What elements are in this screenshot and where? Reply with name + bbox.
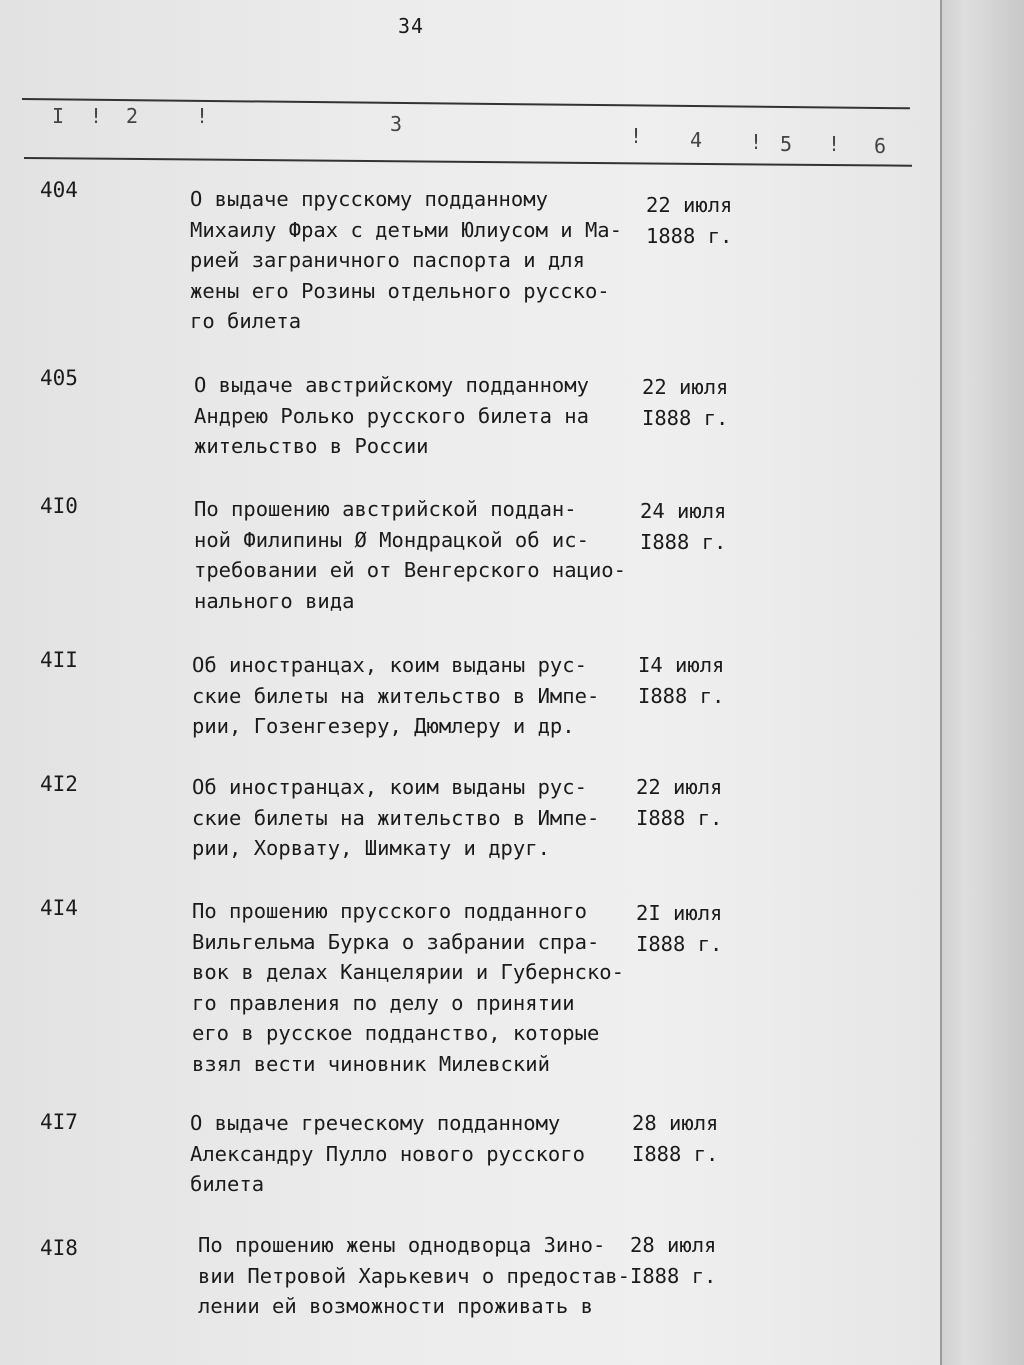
column-separator: ! [828, 132, 841, 156]
table-header-rule [24, 157, 912, 167]
column-header: 5 [780, 132, 793, 156]
entry-description: О выдаче прусскому подданному Михаилу Фрах с детьми Юлиусом и Ма- рией заграничного паспорта и для жены его Розины отдельного русско- го билета [190, 187, 622, 333]
entry-number: 405 [40, 366, 78, 390]
entry-date: 22 июля 1888 г. [646, 193, 733, 248]
entry-description: О выдаче австрийскому подданному Андрею Ролько русского билета на жительство в России [194, 373, 589, 458]
entry-description: По прошению прусского подданного Вильгельма Бурка о забрании спра- вок в делах Канцелярии и Губернско- го правления по делу о принятии его в русское подданство, которые взял вести чиновник Милевский [192, 899, 624, 1076]
entry-number: 4I2 [40, 772, 78, 796]
column-separator: ! [196, 104, 209, 128]
entry-date: 22 июля I888 г. [642, 375, 729, 430]
entry-date: 2I июля I888 г. [636, 901, 723, 956]
entry-date: 24 июля I888 г. [640, 499, 727, 554]
table-top-rule [22, 98, 910, 109]
entry-description: О выдаче греческому подданному Александру Пулло нового русского билета [190, 1111, 585, 1196]
entry-description: Об иностранцах, коим выданы рус- ские билеты на жительство в Импе- рии, Хорвату, Шимкату и друг. [192, 775, 600, 860]
column-header: 4 [690, 128, 703, 152]
page-number: 34 [398, 14, 425, 38]
column-header: 2 [126, 104, 139, 128]
entry-number: 4I8 [40, 1236, 78, 1260]
entry-number: 404 [40, 178, 78, 202]
entry-number: 4I0 [40, 494, 78, 518]
entry-date: I4 июля I888 г. [638, 653, 725, 708]
column-separator: ! [750, 130, 763, 154]
page-edge-shadow [940, 0, 942, 1365]
entry-date: 28 июля I888 г. [630, 1233, 717, 1288]
column-header: 3 [390, 112, 403, 136]
column-separator: ! [630, 124, 643, 148]
entry-description: По прошению жены однодворца Зино- вии Петровой Харькевич о предостав- лении ей возможности проживать в [198, 1233, 630, 1318]
entry-date: 28 июля I888 г. [632, 1111, 719, 1166]
entry-date: 22 июля I888 г. [636, 775, 723, 830]
column-header: I [52, 104, 65, 128]
entry-number: 4I7 [40, 1110, 78, 1134]
column-separator: ! [90, 104, 103, 128]
page-edge [940, 0, 1024, 1365]
entry-number: 4I4 [40, 896, 78, 920]
entry-description: Об иностранцах, коим выданы рус- ские билеты на жительство в Импе- рии, Гозенгезеру, Дюмлеру и др. [192, 653, 600, 738]
entry-number: 4II [40, 648, 78, 672]
entry-description: По прошению австрийской поддан- ной Филипины Ø Мондрацкой об ис- требовании ей от Венгерского нацио- нального вида [194, 497, 626, 613]
column-header: 6 [874, 134, 887, 158]
